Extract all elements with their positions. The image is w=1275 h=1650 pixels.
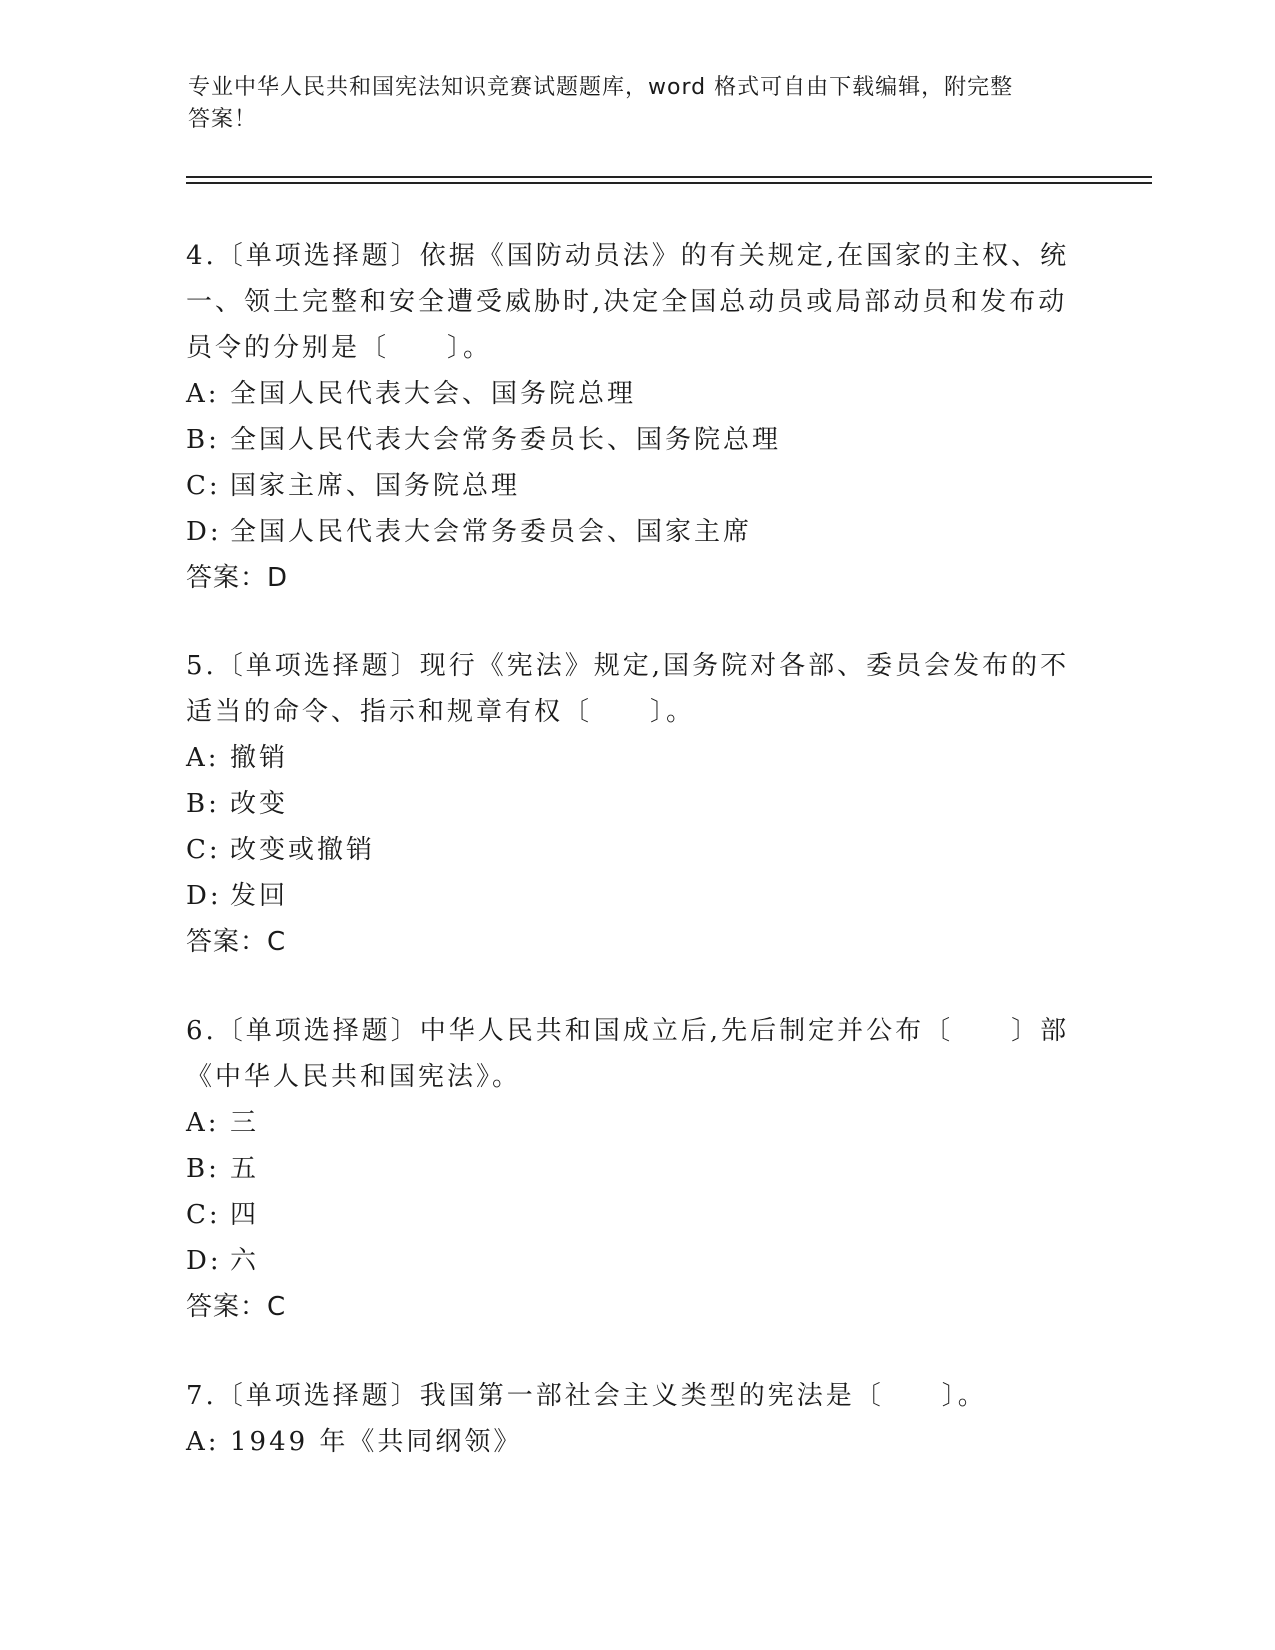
header-line-1: 专业中华人民共和国宪法知识竞赛试题题库，word 格式可自由下载编辑，附完整 bbox=[188, 75, 1014, 100]
header-divider-top bbox=[186, 176, 1152, 178]
question-stem: 7.〔单项选择题〕我国第一部社会主义类型的宪法是〔 〕。 bbox=[186, 1381, 987, 1411]
option-text: 1949 年《共同纲领》 bbox=[230, 1427, 523, 1457]
answer-line: 答案：C bbox=[186, 1292, 287, 1322]
option-letter: B: bbox=[186, 1154, 220, 1184]
option-letter: A: bbox=[186, 743, 220, 773]
option-c bbox=[186, 463, 1086, 509]
option-text: 改变或撤销 bbox=[230, 835, 376, 865]
option-text: 五 bbox=[230, 1154, 260, 1184]
option-b bbox=[186, 417, 1086, 463]
option-text: 全国人民代表大会常务委员会、国家主席 bbox=[230, 517, 753, 547]
option-text: 全国人民代表大会、国务院总理 bbox=[230, 379, 637, 409]
question-stem: 6.〔单项选择题〕中华人民共和国成立后,先后制定并公布〔 〕部《中华人民共和国宪法》。 bbox=[186, 1016, 1070, 1092]
option-d bbox=[186, 509, 1086, 555]
option-text: 撤销 bbox=[230, 743, 289, 773]
answer-line: 答案：D bbox=[186, 563, 289, 593]
option-letter: B: bbox=[186, 789, 220, 819]
option-text: 国家主席、国务院总理 bbox=[230, 471, 521, 501]
option-text: 全国人民代表大会常务委员长、国务院总理 bbox=[230, 425, 782, 455]
document-header bbox=[188, 72, 1068, 136]
option-letter: B: bbox=[186, 425, 220, 455]
option-letter: A: bbox=[186, 1427, 220, 1457]
answer-line: 答案：C bbox=[186, 927, 287, 957]
question-stem: 4.〔单项选择题〕依据《国防动员法》的有关规定,在国家的主权、统一、领土完整和安全遭受威胁时,决定全国总动员或局部动员和发布动员令的分别是〔 〕。 bbox=[186, 241, 1070, 363]
question-6 bbox=[186, 1008, 1086, 1330]
option-text: 改变 bbox=[230, 789, 289, 819]
option-c bbox=[186, 827, 1086, 873]
option-letter: D: bbox=[186, 881, 222, 911]
option-d bbox=[186, 1238, 1086, 1284]
option-letter: C: bbox=[186, 1200, 221, 1230]
option-letter: C: bbox=[186, 835, 221, 865]
header-divider-bottom bbox=[186, 182, 1152, 184]
question-4 bbox=[186, 233, 1086, 601]
option-letter: D: bbox=[186, 517, 222, 547]
option-b bbox=[186, 781, 1086, 827]
option-a bbox=[186, 1419, 1086, 1465]
option-c bbox=[186, 1192, 1086, 1238]
option-letter: C: bbox=[186, 471, 221, 501]
header-line-2: 答案！ bbox=[188, 107, 258, 132]
question-7 bbox=[186, 1373, 1086, 1465]
option-letter: A: bbox=[186, 379, 220, 409]
option-a bbox=[186, 1100, 1086, 1146]
option-text: 发回 bbox=[230, 881, 289, 911]
option-text: 六 bbox=[230, 1246, 260, 1276]
option-d bbox=[186, 873, 1086, 919]
option-letter: A: bbox=[186, 1108, 220, 1138]
option-text: 三 bbox=[230, 1108, 260, 1138]
question-stem: 5.〔单项选择题〕现行《宪法》规定,国务院对各部、委员会发布的不适当的命令、指示和规章有权〔 〕。 bbox=[186, 651, 1070, 727]
option-b bbox=[186, 1146, 1086, 1192]
option-letter: D: bbox=[186, 1246, 222, 1276]
option-text: 四 bbox=[230, 1200, 260, 1230]
question-5 bbox=[186, 643, 1086, 965]
option-a bbox=[186, 735, 1086, 781]
option-a bbox=[186, 371, 1086, 417]
